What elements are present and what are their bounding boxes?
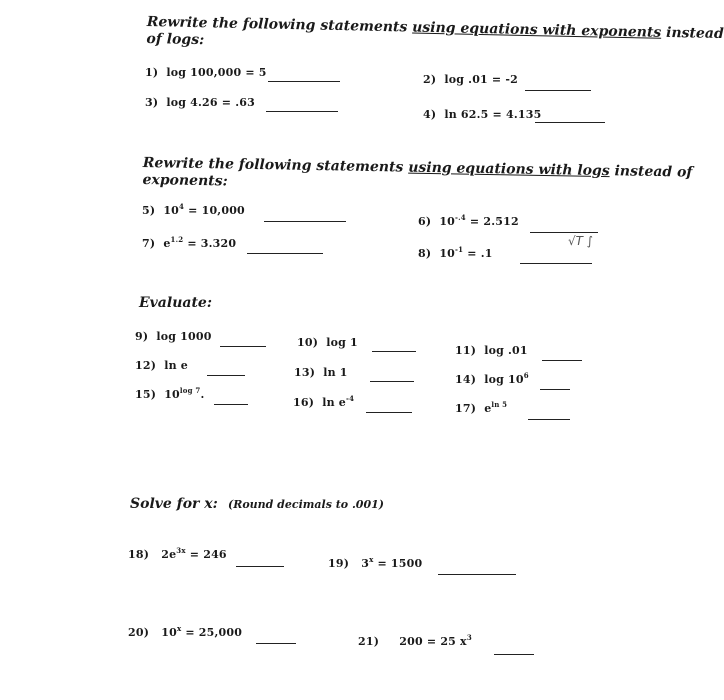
section1-heading-post: instead	[661, 24, 724, 43]
problem-17	[455, 402, 507, 415]
problem-8	[418, 247, 493, 260]
section2-heading-post: instead of	[609, 163, 693, 181]
section3-heading: Evaluate:	[139, 295, 212, 311]
problem-6	[418, 215, 519, 228]
problem-base: ln e	[322, 396, 346, 409]
problem-13	[294, 366, 348, 379]
answer-blank-4[interactable]	[535, 122, 605, 123]
problem-base: 10	[161, 626, 177, 639]
section4-note: (Round decimals to .001)	[227, 498, 384, 511]
problem-number: 5)	[142, 204, 156, 217]
problem-text: .	[200, 388, 205, 401]
problem-2	[423, 73, 518, 86]
problem-base: log 10	[484, 373, 524, 386]
answer-blank-8[interactable]	[520, 263, 592, 264]
answer-blank-21[interactable]	[494, 654, 534, 655]
problem-20	[128, 626, 242, 639]
problem-number: 14)	[455, 373, 477, 386]
problem-number: 6)	[418, 215, 432, 228]
problem-exponent: -1	[455, 245, 464, 254]
answer-blank-18[interactable]	[236, 566, 284, 567]
problem-exponent: log 7	[179, 386, 201, 395]
problem-number: 7)	[142, 237, 156, 250]
answer-blank-20[interactable]	[256, 643, 296, 644]
problem-exponent: 3	[466, 633, 472, 642]
problem-number: 2)	[423, 73, 437, 86]
problem-14	[455, 373, 529, 386]
problem-exponent: 6	[523, 371, 529, 380]
section1-heading-pre: Rewrite the following statements	[146, 14, 413, 36]
problem-text: ln e	[164, 359, 188, 372]
problem-number: 20)	[128, 626, 150, 639]
answer-blank-10[interactable]	[372, 351, 416, 352]
problem-exponent: 4	[179, 202, 185, 211]
problem-number: 11)	[455, 344, 477, 357]
problem-5	[142, 204, 245, 217]
problem-11	[455, 344, 528, 357]
answer-blank-5[interactable]	[264, 221, 346, 222]
problem-3	[145, 96, 255, 109]
problem-19	[328, 557, 422, 570]
problem-9	[135, 330, 212, 343]
section1-heading	[146, 14, 724, 60]
problem-number: 19)	[328, 557, 350, 570]
problem-number: 21)	[358, 635, 380, 648]
problem-exponent: 3x	[176, 546, 186, 555]
problem-number: 9)	[135, 330, 149, 343]
problem-base: 10	[163, 204, 180, 217]
problem-exponent: -4	[346, 394, 355, 403]
problem-exponent: ln 5	[491, 400, 508, 409]
problem-text: = 246	[185, 548, 227, 561]
problem-text: log 100,000 = 5	[166, 66, 267, 79]
answer-blank-6[interactable]	[530, 232, 598, 233]
section2-heading-pre: Rewrite the following statements	[142, 155, 409, 176]
problem-16	[293, 396, 354, 409]
answer-blank-15[interactable]	[214, 404, 248, 405]
problem-text: log 1000	[156, 330, 212, 343]
problem-base: 2e	[161, 548, 177, 561]
problem-exponent: x	[176, 624, 182, 633]
problem-4	[423, 108, 541, 121]
problem-base: e	[484, 402, 492, 415]
answer-blank-19[interactable]	[438, 574, 516, 575]
answer-blank-2[interactable]	[525, 90, 591, 91]
problem-text: log .01	[484, 344, 528, 357]
problem-exponent: 1.2	[170, 235, 184, 244]
answer-blank-14[interactable]	[540, 389, 570, 390]
problem-text: ln 1	[323, 366, 348, 379]
problem-number: 4)	[423, 108, 437, 121]
handwritten-scribble: √T ∫	[568, 234, 594, 248]
answer-blank-1[interactable]	[268, 81, 340, 82]
section4-heading: Solve for x:	[130, 496, 218, 512]
problem-number: 3)	[145, 96, 159, 109]
problem-21	[358, 635, 472, 648]
problem-7	[142, 237, 236, 250]
problem-text: log .01 = -2	[444, 73, 518, 86]
answer-blank-16[interactable]	[366, 412, 412, 413]
answer-blank-7[interactable]	[247, 253, 323, 254]
section2-heading	[142, 155, 692, 199]
problem-text: = 2.512	[465, 215, 519, 228]
problem-1	[145, 66, 267, 79]
problem-text: = 25,000	[181, 626, 243, 639]
problem-text: log 1	[326, 336, 358, 349]
problem-base: 10	[164, 388, 180, 401]
problem-text: = 1500	[373, 557, 423, 570]
problem-18	[128, 548, 227, 561]
problem-exponent: x	[369, 555, 374, 564]
problem-number: 12)	[135, 359, 157, 372]
problem-text: log 4.26 = .63	[166, 96, 255, 109]
problem-base: e	[163, 237, 171, 250]
problem-number: 13)	[294, 366, 316, 379]
section1-heading-line2: of logs:	[146, 30, 205, 49]
section4-heading-row	[130, 493, 384, 513]
problem-12	[135, 359, 188, 372]
problem-exponent: -.4	[455, 213, 466, 222]
problem-text: = .1	[463, 247, 493, 260]
problem-text: ln 62.5 = 4.135	[444, 108, 542, 121]
answer-blank-13[interactable]	[370, 381, 414, 382]
section2-heading-line2: exponents:	[142, 171, 228, 190]
problem-text: = 3.320	[183, 237, 237, 250]
section1-heading-emphasis: using equations with exponents	[412, 19, 662, 41]
problem-number: 17)	[455, 402, 477, 415]
answer-blank-12[interactable]	[207, 375, 245, 376]
answer-blank-17[interactable]	[528, 419, 570, 420]
problem-number: 1)	[145, 66, 159, 79]
problem-number: 16)	[293, 396, 315, 409]
problem-base: 10	[439, 215, 456, 228]
answer-blank-9[interactable]	[220, 346, 266, 347]
problem-text: 200 = 25 x	[399, 635, 467, 648]
problem-number: 10)	[297, 336, 319, 349]
answer-blank-3[interactable]	[266, 111, 338, 112]
problem-15	[135, 388, 204, 401]
problem-number: 18)	[128, 548, 150, 561]
section2-heading-emphasis: using equations with logs	[408, 159, 610, 180]
problem-text: = 10,000	[184, 204, 245, 217]
problem-base: 3	[361, 557, 370, 570]
problem-10	[297, 336, 358, 349]
answer-blank-11[interactable]	[542, 360, 582, 361]
problem-base: 10	[439, 247, 456, 260]
problem-number: 15)	[135, 388, 157, 401]
problem-number: 8)	[418, 247, 432, 260]
